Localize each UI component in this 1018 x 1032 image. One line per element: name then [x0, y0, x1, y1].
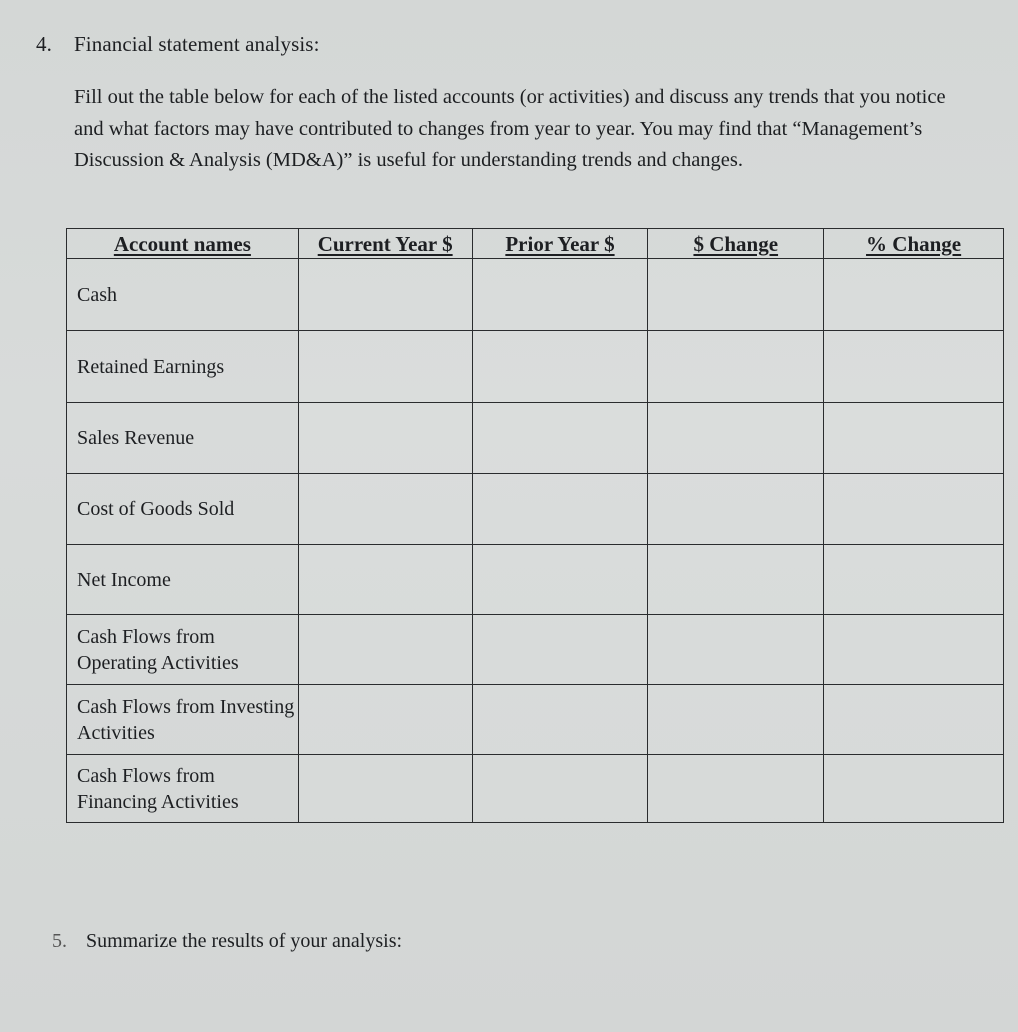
- question-4-heading: [36, 32, 320, 57]
- prior-year-cell[interactable]: [472, 474, 648, 545]
- table-row: [67, 615, 1004, 685]
- table-row: [67, 474, 1004, 545]
- current-year-cell[interactable]: [298, 755, 472, 823]
- percent-change-cell[interactable]: [824, 474, 1004, 545]
- account-name: Net Income: [67, 545, 299, 615]
- header-account-names: Account names: [67, 229, 299, 259]
- table-header-row: [67, 229, 1004, 259]
- percent-change-cell[interactable]: [824, 615, 1004, 685]
- prior-year-cell[interactable]: [472, 545, 648, 615]
- dollar-change-cell[interactable]: [648, 615, 824, 685]
- account-name: Sales Revenue: [67, 403, 299, 474]
- percent-change-cell[interactable]: [824, 259, 1004, 331]
- question-number: 5.: [52, 930, 67, 952]
- header-prior-year: Prior Year $: [472, 229, 648, 259]
- dollar-change-cell[interactable]: [648, 331, 824, 403]
- percent-change-cell[interactable]: [824, 755, 1004, 823]
- question-5-heading: [52, 930, 402, 953]
- percent-change-cell[interactable]: [824, 545, 1004, 615]
- instructions-paragraph: Fill out the table below for each of the listed accounts (or activities) and discuss any trends that you notice and what factors may have contributed to changes from year to year. You may find that “Management’s Discussion & Analysis (MD&A)” is useful for understanding trends and changes.: [74, 86, 946, 171]
- question-title: Summarize the results of your analysis:: [86, 930, 403, 952]
- current-year-cell[interactable]: [298, 403, 472, 474]
- header-dollar-change: $ Change: [648, 229, 824, 259]
- account-name: Cash Flows from Financing Activities: [67, 755, 299, 823]
- current-year-cell[interactable]: [298, 545, 472, 615]
- table-row: [67, 685, 1004, 755]
- dollar-change-cell[interactable]: [648, 545, 824, 615]
- current-year-cell[interactable]: [298, 474, 472, 545]
- account-name: Cost of Goods Sold: [67, 474, 299, 545]
- percent-change-cell[interactable]: [824, 685, 1004, 755]
- current-year-cell[interactable]: [298, 331, 472, 403]
- prior-year-cell[interactable]: [472, 259, 648, 331]
- question-title: Financial statement analysis:: [74, 32, 320, 56]
- table-row: [67, 331, 1004, 403]
- prior-year-cell[interactable]: [472, 685, 648, 755]
- table-row: [67, 545, 1004, 615]
- dollar-change-cell[interactable]: [648, 259, 824, 331]
- dollar-change-cell[interactable]: [648, 685, 824, 755]
- percent-change-cell[interactable]: [824, 403, 1004, 474]
- current-year-cell[interactable]: [298, 615, 472, 685]
- financial-analysis-table: [66, 228, 1004, 823]
- current-year-cell[interactable]: [298, 685, 472, 755]
- header-current-year: Current Year $: [298, 229, 472, 259]
- percent-change-cell[interactable]: [824, 331, 1004, 403]
- table-row: [67, 259, 1004, 331]
- account-name: Retained Earnings: [67, 331, 299, 403]
- dollar-change-cell[interactable]: [648, 755, 824, 823]
- prior-year-cell[interactable]: [472, 615, 648, 685]
- dollar-change-cell[interactable]: [648, 403, 824, 474]
- account-name: Cash: [67, 259, 299, 331]
- question-number: 4.: [36, 32, 52, 56]
- account-name: Cash Flows from Operating Activities: [67, 615, 299, 685]
- prior-year-cell[interactable]: [472, 331, 648, 403]
- account-name: Cash Flows from Investing Activities: [67, 685, 299, 755]
- table-row: [67, 755, 1004, 823]
- current-year-cell[interactable]: [298, 259, 472, 331]
- header-percent-change: % Change: [824, 229, 1004, 259]
- prior-year-cell[interactable]: [472, 755, 648, 823]
- table-row: [67, 403, 1004, 474]
- prior-year-cell[interactable]: [472, 403, 648, 474]
- dollar-change-cell[interactable]: [648, 474, 824, 545]
